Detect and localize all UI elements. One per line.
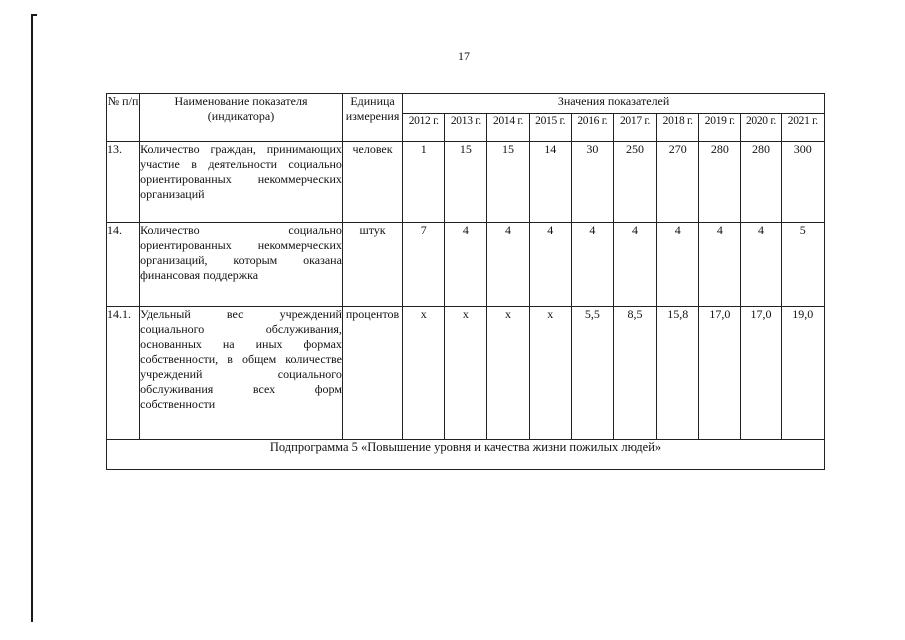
value-cell: х: [487, 307, 529, 440]
value-cell: 4: [487, 223, 529, 307]
value-cell: 17,0: [699, 307, 741, 440]
unit-cell: штук: [342, 223, 402, 307]
value-cell: 300: [781, 142, 824, 223]
header-year: 2015 г.: [529, 114, 571, 142]
value-cell: 4: [657, 223, 699, 307]
row-number: 13.: [107, 142, 140, 223]
header-name: Наименование показателя (индикатора): [140, 94, 343, 142]
value-cell: 4: [529, 223, 571, 307]
value-cell: 270: [657, 142, 699, 223]
header-year: 2014 г.: [487, 114, 529, 142]
value-cell: 4: [741, 223, 781, 307]
header-year: 2021 г.: [781, 114, 824, 142]
header-year: 2017 г.: [613, 114, 656, 142]
table-row: [107, 223, 825, 307]
value-cell: 1: [403, 142, 445, 223]
value-cell: 15: [445, 142, 487, 223]
value-cell: 5: [781, 223, 824, 307]
header-values: Значения показателей: [403, 94, 825, 114]
table-header-row: [107, 94, 825, 114]
indicators-table: [106, 93, 825, 470]
header-year: 2013 г.: [445, 114, 487, 142]
value-cell: 17,0: [741, 307, 781, 440]
value-cell: 8,5: [613, 307, 656, 440]
page-number: 17: [458, 49, 470, 63]
row-number: 14.: [107, 223, 140, 307]
value-cell: 280: [699, 142, 741, 223]
header-year: 2012 г.: [403, 114, 445, 142]
value-cell: 5,5: [571, 307, 613, 440]
value-cell: 250: [613, 142, 656, 223]
unit-cell: человек: [342, 142, 402, 223]
value-cell: х: [445, 307, 487, 440]
subprogram-title: Подпрограмма 5 «Повышение уровня и качества жизни пожилых людей»: [107, 440, 825, 470]
value-cell: х: [529, 307, 571, 440]
value-cell: 14: [529, 142, 571, 223]
table-row: [107, 142, 825, 223]
value-cell: х: [403, 307, 445, 440]
value-cell: 280: [741, 142, 781, 223]
indicator-name: Количество граждан, принимающих участие в деятельности социально ориентированных некоммерческих организаций: [140, 142, 343, 223]
value-cell: 7: [403, 223, 445, 307]
header-year: 2018 г.: [657, 114, 699, 142]
indicator-name: Удельный вес учреждений социального обслуживания, основанных на иных формах собственности, в общем количестве учреждений социального обслуживания всех форм собственности: [140, 307, 343, 440]
value-cell: 4: [571, 223, 613, 307]
value-cell: 19,0: [781, 307, 824, 440]
row-number: 14.1.: [107, 307, 140, 440]
subprogram-row: [107, 440, 825, 470]
scan-page-corner: [31, 14, 37, 16]
indicator-name: Количество социально ориентированных некоммерческих организаций, которым оказана финансовая поддержка: [140, 223, 343, 307]
header-year: 2020 г.: [741, 114, 781, 142]
header-num: № п/п: [107, 94, 140, 142]
value-cell: 30: [571, 142, 613, 223]
header-unit: Единица измерения: [342, 94, 402, 142]
value-cell: 15: [487, 142, 529, 223]
value-cell: 15,8: [657, 307, 699, 440]
header-year: 2016 г.: [571, 114, 613, 142]
table-row: [107, 307, 825, 440]
value-cell: 4: [699, 223, 741, 307]
value-cell: 4: [613, 223, 656, 307]
header-year: 2019 г.: [699, 114, 741, 142]
unit-cell: процентов: [342, 307, 402, 440]
scan-page-edge: [31, 14, 33, 622]
value-cell: 4: [445, 223, 487, 307]
